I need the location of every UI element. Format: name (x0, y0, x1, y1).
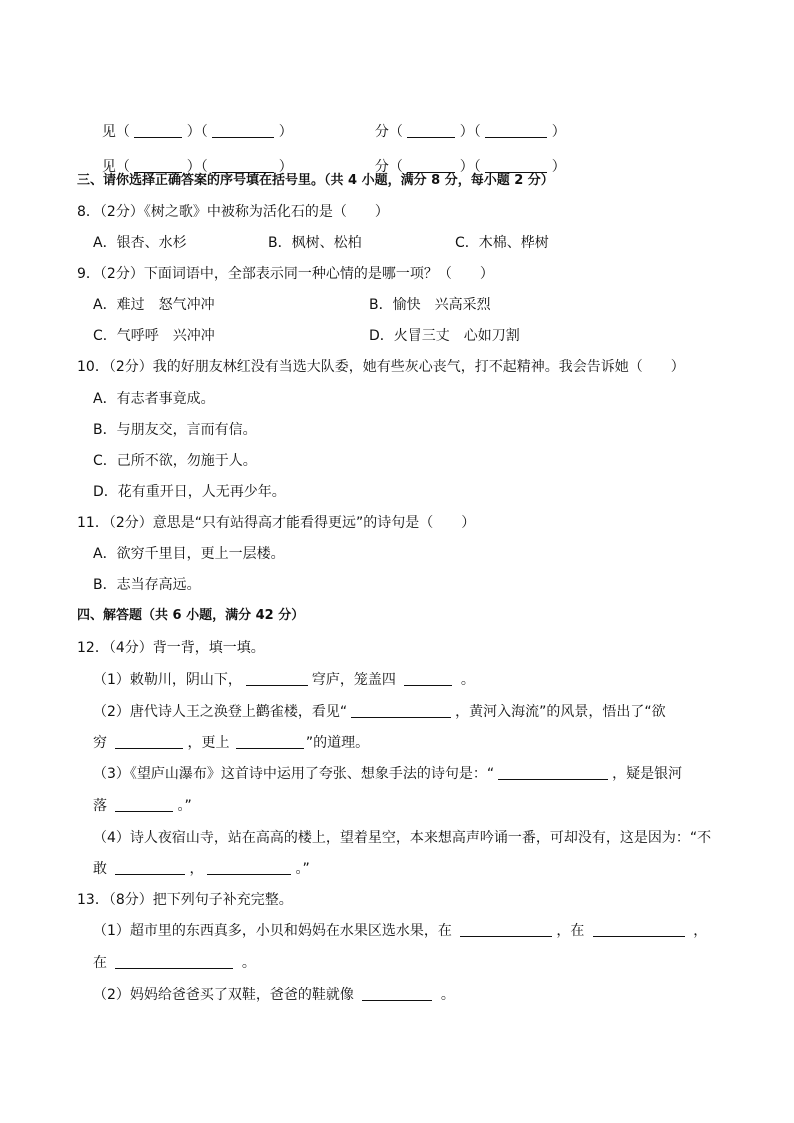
q12-part2-line1 (93, 702, 666, 722)
answer-blank[interactable] (246, 671, 308, 686)
text-fragment: ，在 (556, 923, 585, 939)
pair-char: 分 (374, 159, 389, 175)
answer-blank[interactable] (362, 986, 432, 1001)
q12-part4-line2 (93, 859, 310, 879)
text-fragment: 。” (295, 861, 310, 877)
text-fragment: ，黄河入海流”的风景，悟出了“欲 (455, 704, 666, 720)
q12-part3-line1 (93, 764, 682, 784)
text-fragment: ， (693, 923, 708, 939)
pair-char: 分 (374, 124, 389, 140)
q10-option-a[interactable]: A．有志者事竟成。 (93, 391, 215, 407)
q10-stem: 10．（2分）我的好朋友林红没有当选大队委，她有些灰心丧气，打不起精神。我会告诉她（ ） (77, 359, 685, 375)
q11-stem: 11．（2分）意思是“只有站得高才能看得更远”的诗句是（ ） (77, 515, 476, 531)
q12-part2-line2 (93, 733, 369, 753)
q13-stem: 13．（8分）把下列句子补充完整。 (77, 892, 293, 908)
text-fragment: （1）敕勒川，阴山下， (93, 672, 242, 688)
text-fragment: 。 (460, 672, 475, 688)
answer-blank[interactable] (115, 734, 183, 749)
text-fragment: 敢 (93, 861, 107, 877)
q11-option-b[interactable]: B．志当存高远。 (93, 577, 201, 593)
text-fragment: ”的道理。 (305, 735, 370, 751)
text-fragment: （2）唐代诗人王之涣登上鹳雀楼，看见“ (93, 704, 348, 720)
text-fragment: ， (189, 861, 204, 877)
q13-part1-line1 (93, 921, 707, 941)
q11-option-a[interactable]: A．欲穷千里目，更上一层楼。 (93, 546, 285, 562)
answer-blank[interactable] (485, 123, 547, 138)
text-fragment: 落 (93, 798, 107, 814)
pair-row-2: 见（ ）（ ） (101, 159, 293, 175)
q9-option-b[interactable]: B．愉快 兴高采烈 (369, 297, 491, 313)
answer-blank[interactable] (404, 671, 452, 686)
answer-blank[interactable] (115, 954, 233, 969)
answer-blank[interactable] (498, 765, 608, 780)
answer-blank[interactable] (115, 860, 185, 875)
answer-blank[interactable] (351, 703, 451, 718)
answer-blank[interactable] (593, 922, 685, 937)
q13-part2 (93, 985, 455, 1005)
q9-option-a[interactable]: A．难过 怒气冲冲 (93, 297, 215, 313)
answer-blank[interactable] (407, 123, 455, 138)
q12-part1 (93, 670, 475, 690)
text-fragment: 。 (241, 955, 256, 971)
q10-option-d[interactable]: D．花有重开日，人无再少年。 (93, 484, 286, 500)
answer-blank[interactable] (115, 797, 173, 812)
text-fragment: （1）超市里的东西真多，小贝和妈妈在水果区选水果，在 (93, 923, 452, 939)
text-fragment: ，疑是银河 (612, 766, 683, 782)
q9-option-c[interactable]: C．气呼呼 兴冲冲 (93, 328, 215, 344)
pair-row-1: 见（ ）（ ） (101, 124, 293, 140)
section-four-heading: 四、解答题（共 6 小题，满分 42 分） (77, 608, 305, 623)
section-three-heading: 三、请你选择正确答案的序号填在括号里。（共 4 小题，满分 8 分，每小题 2 分） (77, 173, 554, 188)
answer-blank[interactable] (207, 860, 291, 875)
answer-blank[interactable] (460, 922, 552, 937)
pair-row-1-right: 分（ ）（ ） (374, 124, 566, 140)
q12-stem: 12．（4分）背一背，填一填。 (77, 640, 265, 656)
q8-stem: 8．（2分）《树之歌》中被称为活化石的是（ ） (77, 204, 389, 220)
q12-part4-line1: （4）诗人夜宿山寺，站在高高的楼上，望着星空，本来想高声吟诵一番，可却没有，这是因为：“不 (93, 830, 712, 846)
answer-blank[interactable] (134, 123, 182, 138)
text-fragment: 。 (440, 987, 455, 1003)
answer-blank[interactable] (212, 123, 274, 138)
q8-option-c[interactable]: C．木棉、桦树 (455, 235, 549, 251)
answer-blank[interactable] (236, 734, 304, 749)
text-fragment: （3）《望庐山瀑布》这首诗中运用了夸张、想象手法的诗句是：“ (93, 766, 495, 782)
text-fragment: 在 (93, 955, 107, 971)
text-fragment: 穹庐，笼盖四 (311, 672, 396, 688)
q10-option-b[interactable]: B．与朋友交，言而有信。 (93, 422, 257, 438)
q8-option-a[interactable]: A．银杏、水杉 (93, 235, 187, 251)
q8-option-b[interactable]: B．枫树、松柏 (268, 235, 362, 251)
text-fragment: ，更上 (187, 735, 230, 751)
pair-row-2-right: 分（ ）（ ） (374, 159, 566, 175)
q9-option-d[interactable]: D．火冒三丈 心如刀割 (369, 328, 520, 344)
text-fragment: 。” (177, 798, 192, 814)
pair-char: 见 (101, 159, 116, 175)
q13-part1-line2 (93, 953, 256, 973)
pair-char: 见 (101, 124, 116, 140)
text-fragment: （2）妈妈给爸爸买了双鞋，爸爸的鞋就像 (93, 987, 354, 1003)
text-fragment: 穷 (93, 735, 107, 751)
q9-stem: 9．（2分）下面词语中，全部表示同一种心情的是哪一项？（ ） (77, 266, 494, 282)
q12-part3-line2 (93, 796, 192, 816)
q10-option-c[interactable]: C．己所不欲，勿施于人。 (93, 453, 257, 469)
